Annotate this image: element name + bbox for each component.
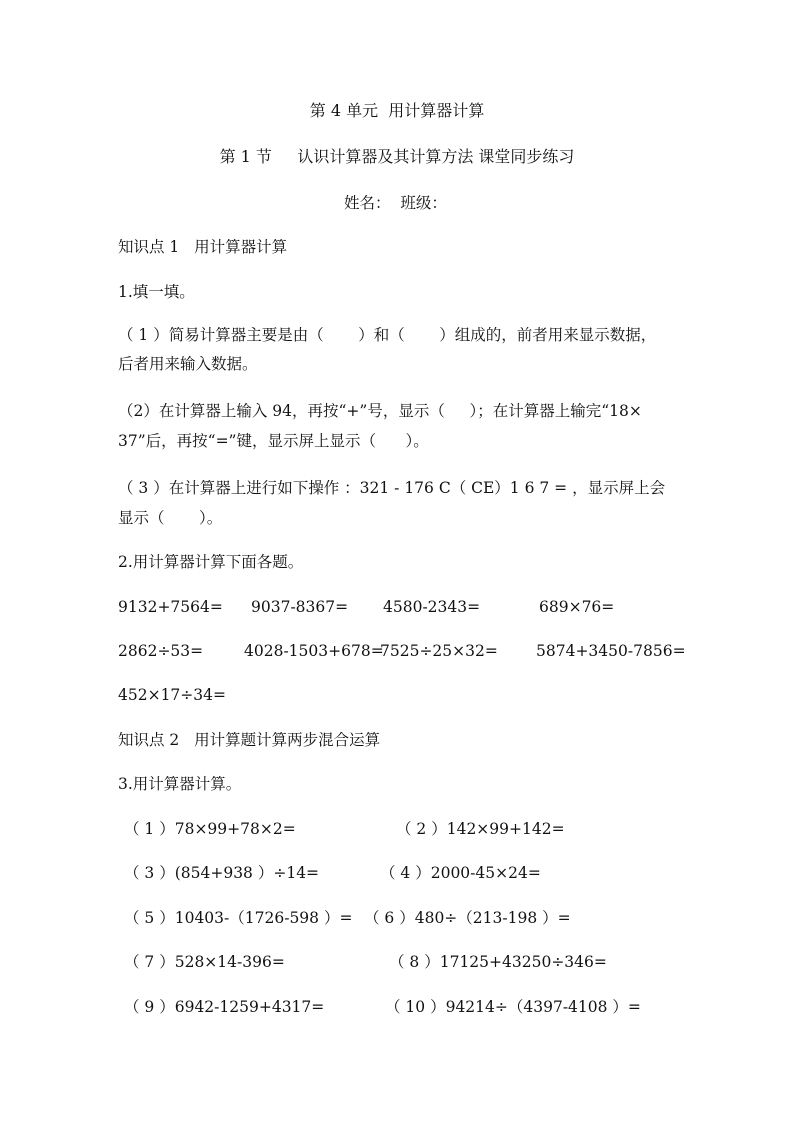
question-1-heading: 1.填一填。 xyxy=(118,283,195,301)
section-title: 第 1 节 认识计算器及其计算方法 课堂同步练习 xyxy=(219,147,575,166)
question-3-item: （ 1 ）78×99+78×2= xyxy=(124,820,296,838)
question-2-item: 4028-1503+678= xyxy=(244,642,384,660)
question-3-item: （ 5 ）10403-（1726-598 ）= xyxy=(124,909,353,927)
question-2-item: 452×17÷34= xyxy=(118,686,226,704)
question-1-part-3-line-1: （ 3 ）在计算器上进行如下操作 ：321 - 176 C（ CE）1 6 7 = ，显示屏上会 xyxy=(118,479,666,497)
question-3-heading: 3.用计算器计算。 xyxy=(118,775,242,793)
question-2-item: 689×76= xyxy=(539,598,615,616)
question-2-heading: 2.用计算器计算下面各题。 xyxy=(118,553,304,571)
knowledge-point-1-heading: 知识点 1 用计算器计算 xyxy=(118,238,288,256)
question-1-part-2-line-2: 37”后，再按“=”键，显示屏上显示（ ）。 xyxy=(118,432,429,450)
question-3-item: （ 8 ）17125+43250÷346= xyxy=(389,953,607,971)
question-3-item: （ 7 ）528×14-396= xyxy=(124,953,285,971)
question-3-item: （ 6 ）480÷（213-198 ）= xyxy=(364,909,571,927)
question-3-item: （ 2 ）142×99+142= xyxy=(396,820,565,838)
question-3-item: （ 4 ）2000-45×24= xyxy=(380,864,541,882)
knowledge-point-2-heading: 知识点 2 用计算题计算两步混合运算 xyxy=(118,731,381,749)
question-3-item: （ 3 ）(854+938 ）÷14= xyxy=(124,864,320,882)
question-3-item: （ 10 ）94214÷（4397-4108 ）= xyxy=(385,998,641,1016)
question-1-part-2-line-1: （2）在计算器上输入 94，再按“+”号，显示（ ）；在计算器上输完“18× xyxy=(118,402,642,420)
question-1-part-1-line-1: （ 1 ）简易计算器主要是由（ ）和（ ）组成的，前者用来显示数据， xyxy=(118,326,657,344)
question-3-item: （ 9 ）6942-1259+4317= xyxy=(124,998,325,1016)
question-2-item: 2862÷53= xyxy=(118,642,204,660)
question-2-item: 4580-2343= xyxy=(383,598,481,616)
question-2-item: 5874+3450-7856= xyxy=(536,642,686,660)
student-info: 姓名： 班级： xyxy=(344,194,447,212)
question-2-item: 9037-8367= xyxy=(251,598,349,616)
question-1-part-1-line-2: 后者用来输入数据。 xyxy=(118,355,258,373)
question-2-item: 9132+7564= xyxy=(118,598,223,616)
question-2-item: 7525÷25×32= xyxy=(380,642,498,660)
unit-title: 第 4 单元 用计算器计算 xyxy=(309,101,485,120)
question-1-part-3-line-2: 显示（ ）。 xyxy=(118,509,223,527)
